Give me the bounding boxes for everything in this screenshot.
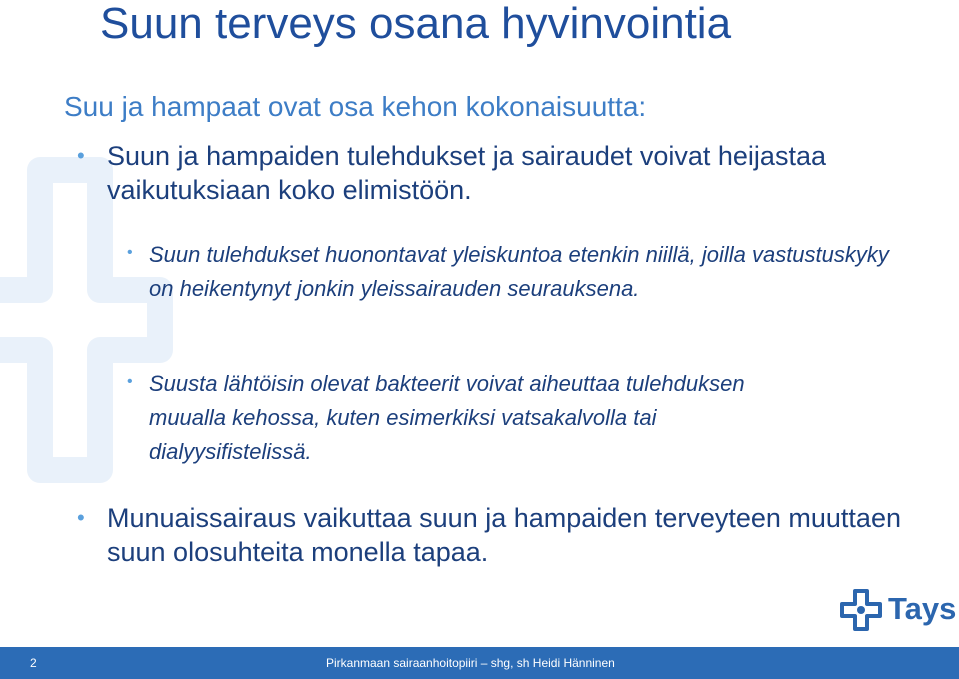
bullet-icon: • xyxy=(77,505,85,530)
slide-title: Suun terveys osana hyvinvointia xyxy=(100,0,732,48)
footer-bar xyxy=(0,647,959,679)
logo-text: Tays xyxy=(888,591,957,626)
footer-credit: Pirkanmaan sairaanhoitopiiri – shg, sh Heidi Hänninen xyxy=(326,656,615,670)
subbullet-icon: • xyxy=(127,373,133,390)
tays-cross-icon xyxy=(838,587,884,633)
bullet-item xyxy=(77,501,927,569)
bullet-icon: • xyxy=(77,143,85,168)
subbullet-text: Suun tulehdukset huonontavat yleiskuntoa etenkin niillä, joilla vastustuskyky on heikentynyt jonkin yleissairauden seurauksena. xyxy=(149,242,889,301)
subbullet-item xyxy=(127,238,909,306)
page-number: 2 xyxy=(30,656,37,670)
subbullet-text: Suusta lähtöisin olevat bakteerit voivat aiheuttaa tulehduksen muualla kehossa, kuten esimerkiksi vatsakalvolla tai dialyysifistelissä. xyxy=(149,371,745,464)
slide-subtitle: Suu ja hampaat ovat osa kehon kokonaisuutta: xyxy=(64,91,647,122)
bullet-item xyxy=(77,139,887,207)
subbullet-item xyxy=(127,367,809,469)
tays-logo xyxy=(838,587,957,633)
bullet-text: Suun ja hampaiden tulehdukset ja sairaudet voivat heijastaa vaikutuksiaan koko elimistöön. xyxy=(107,141,826,205)
subbullet-icon: • xyxy=(127,244,133,261)
bullet-text: Munuaissairaus vaikuttaa suun ja hampaiden terveyteen muuttaen suun olosuhteita monella tapaa. xyxy=(107,503,901,567)
